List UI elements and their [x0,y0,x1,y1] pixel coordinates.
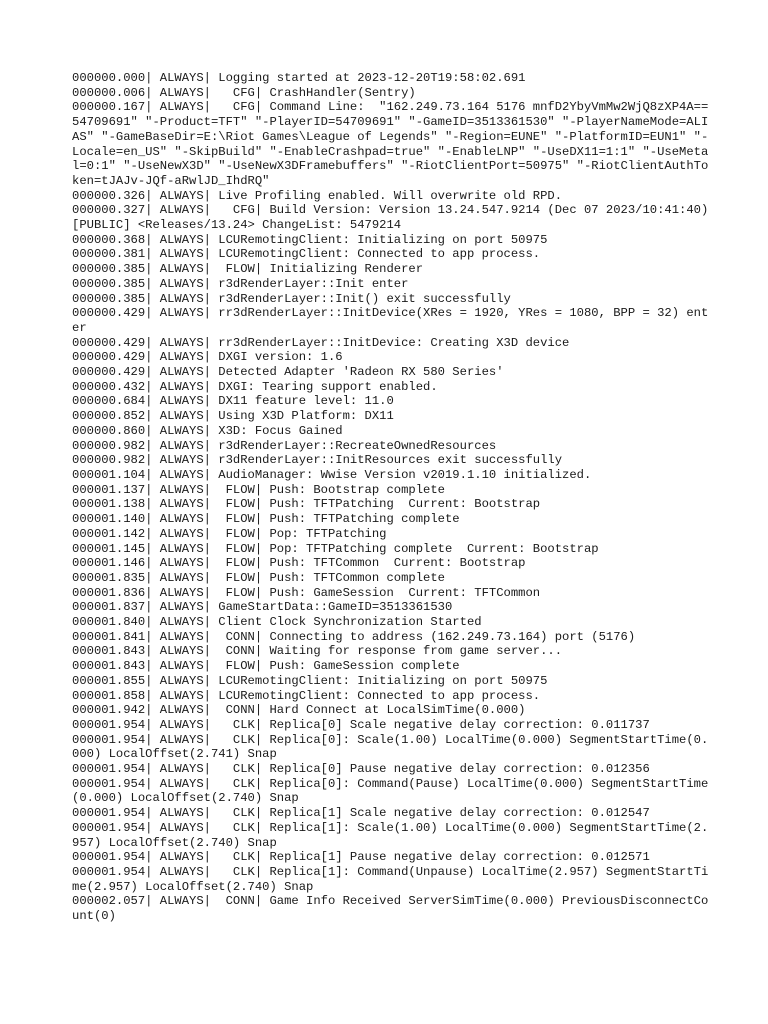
log-line: 000001.954| ALWAYS| CLK| Replica[0] Scale negative delay correction: 0.011737 [72,717,650,732]
log-line: 000000.684| ALWAYS| DX11 feature level: 11.0 [72,394,394,409]
log-line: 000001.858| ALWAYS| LCURemotingClient: Connected to app process. [72,688,541,703]
log-line: 000000.381| ALWAYS| LCURemotingClient: Connected to app process. [72,247,541,262]
log-line: 000000.429| ALWAYS| rr3dRenderLayer::InitDevice(XRes = 1920, YRes = 1080, BPP = 32) enter [72,306,709,335]
log-line: 000001.954| ALWAYS| CLK| Replica[0]: Scale(1.00) LocalTime(0.000) SegmentStartTime(0.000) LocalOffset(2.741) Snap [72,732,709,762]
log-line: 000001.954| ALWAYS| CLK| Replica[1]: Scale(1.00) LocalTime(0.000) SegmentStartTime(2.957) LocalOffset(2.740) Snap [72,820,709,850]
log-line: 000000.429| ALWAYS| DXGI version: 1.6 [72,350,343,365]
log-line: 000000.326| ALWAYS| Live Profiling enabled. Will overwrite old RPD. [72,188,563,203]
log-line: 000001.140| ALWAYS| FLOW| Push: TFTPatching complete [72,512,460,527]
log-line: 000001.840| ALWAYS| Client Clock Synchronization Started [72,615,482,630]
log-line: 000001.954| ALWAYS| CLK| Replica[1]: Command(Unpause) LocalTime(2.957) SegmentStartTime(2.957) LocalOffset(2.740) Snap [72,864,709,894]
log-line: 000000.167| ALWAYS| CFG| Command Line: "162.249.73.164 5176 mnfD2YbyVmMw2WjQ8zXP4A== 54709691" "-Product=TFT" "-PlayerID=54709691" "-GameID=3513361530" "-PlayerNameMode=ALIAS" "-GameBaseDir=E:\Riot Games\League of Legends" "-Region=EUNE" "-PlatformID=EUN1" "-Locale=en_US" "-SkipBuild" "-EnableCrashpad=true" "-EnableLNP" "-UseDX11=1:1" "-UseMetal=0:1" "-UseNewX3D" "-UseNewX3DFramebuffers" "-RiotClientPort=50975" "-RiotClientAuthToken=tJAJv-JQf-aRwlJD_IhdRQ" [72,100,716,188]
log-line: 000001.954| ALWAYS| CLK| Replica[1] Pause negative delay correction: 0.012571 [72,850,650,865]
log-line: 000001.104| ALWAYS| AudioManager: Wwise Version v2019.1.10 initialized. [72,467,592,482]
log-line: 000000.982| ALWAYS| r3dRenderLayer::InitResources exit successfully [72,453,563,468]
log-line: 000000.432| ALWAYS| DXGI: Tearing support enabled. [72,379,438,394]
log-line: 000001.843| ALWAYS| CONN| Waiting for response from game server... [72,644,563,659]
log-line: 000001.954| ALWAYS| CLK| Replica[0] Pause negative delay correction: 0.012356 [72,762,650,777]
log-line: 000001.837| ALWAYS| GameStartData::GameID=3513361530 [72,600,453,615]
log-line: 000000.429| ALWAYS| rr3dRenderLayer::InitDevice: Creating X3D device [72,335,570,350]
log-line: 000000.982| ALWAYS| r3dRenderLayer::RecreateOwnedResources [72,438,497,453]
log-line: 000001.142| ALWAYS| FLOW| Pop: TFTPatching [72,526,387,541]
log-line: 000001.138| ALWAYS| FLOW| Push: TFTPatching Current: Bootstrap [72,497,541,512]
log-line: 000000.368| ALWAYS| LCURemotingClient: Initializing on port 50975 [72,232,548,247]
log-line: 000001.954| ALWAYS| CLK| Replica[1] Scale negative delay correction: 0.012547 [72,806,650,821]
log-line: 000001.942| ALWAYS| CONN| Hard Connect at LocalSimTime(0.000) [72,703,526,718]
log-line: 000000.860| ALWAYS| X3D: Focus Gained [72,423,343,438]
log-line: 000000.429| ALWAYS| Detected Adapter 'Radeon RX 580 Series' [72,365,504,380]
log-line: 000000.385| ALWAYS| r3dRenderLayer::Init enter [72,276,409,291]
log-line: 000002.057| ALWAYS| CONN| Game Info Received ServerSimTime(0.000) PreviousDisconnectCount(0) [72,894,709,924]
log-line: 000000.852| ALWAYS| Using X3D Platform: DX11 [72,409,394,424]
log-line: 000001.137| ALWAYS| FLOW| Push: Bootstrap complete [72,482,445,497]
log-line: 000001.145| ALWAYS| FLOW| Pop: TFTPatching complete Current: Bootstrap [72,541,599,556]
log-text-body [72,71,716,924]
log-line: 000001.843| ALWAYS| FLOW| Push: GameSession complete [72,659,460,674]
log-line: 000000.000| ALWAYS| Logging started at 2023-12-20T19:58:02.691 [72,71,526,85]
log-line: 000001.954| ALWAYS| CLK| Replica[0]: Command(Pause) LocalTime(0.000) SegmentStartTime(0.000) LocalOffset(2.740) Snap [72,776,709,806]
log-line: 000000.385| ALWAYS| r3dRenderLayer::Init() exit successfully [72,291,511,306]
log-line: 000001.836| ALWAYS| FLOW| Push: GameSession Current: TFTCommon [72,585,541,600]
log-line: 000000.327| ALWAYS| CFG| Build Version: Version 13.24.547.9214 (Dec 07 2023/10:41:40) [PUBLIC] <Releases/13.24> ChangeList: 5479214 [72,203,716,233]
log-line: 000000.006| ALWAYS| CFG| CrashHandler(Sentry) [72,85,416,100]
log-line: 000000.385| ALWAYS| FLOW| Initializing Renderer [72,262,424,277]
log-line: 000001.146| ALWAYS| FLOW| Push: TFTCommon Current: Bootstrap [72,556,526,571]
log-line: 000001.841| ALWAYS| CONN| Connecting to address (162.249.73.164) port (5176) [72,629,636,644]
log-line: 000001.835| ALWAYS| FLOW| Push: TFTCommon complete [72,570,445,585]
log-line: 000001.855| ALWAYS| LCURemotingClient: Initializing on port 50975 [72,673,548,688]
